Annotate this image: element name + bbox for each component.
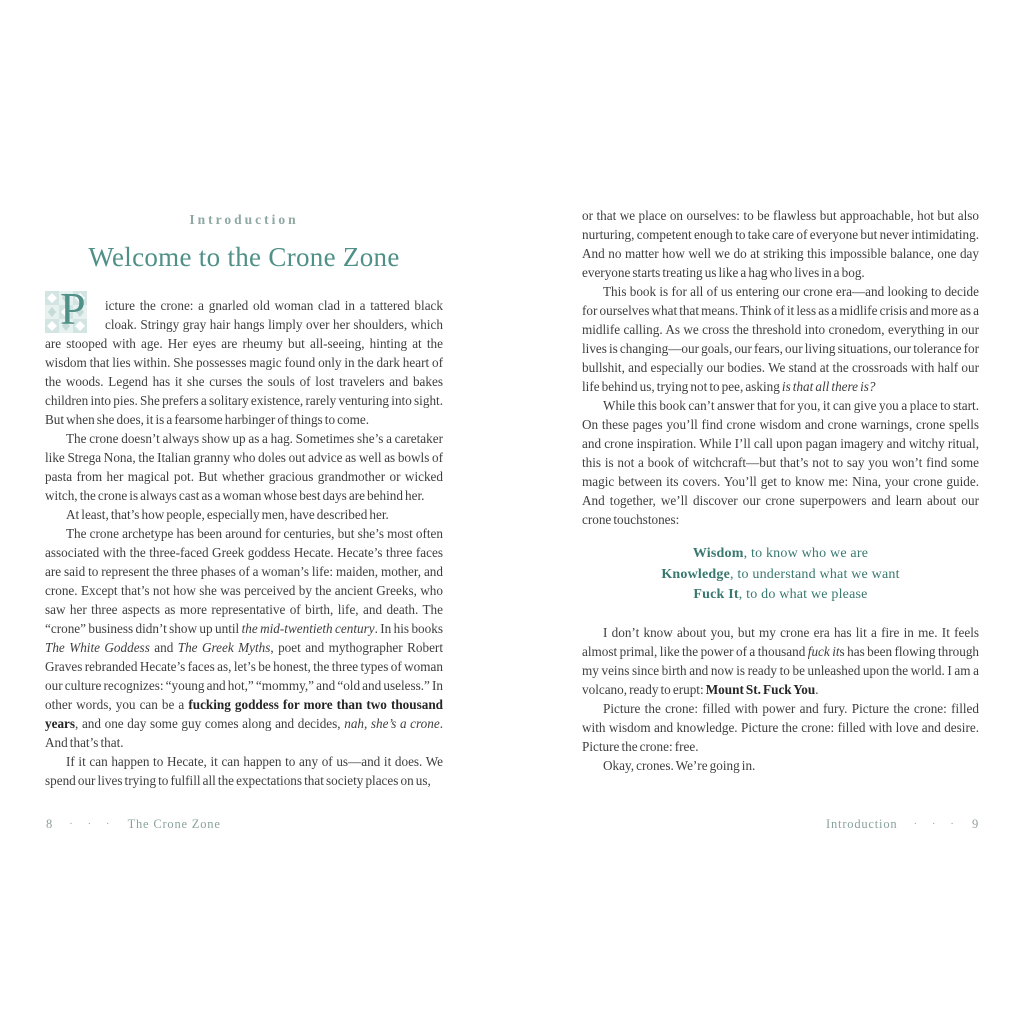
paragraph: I don’t know about you, but my crone era has lit a fire in me. It feels almost primal, like the power of a thousand fuck its has been flowing through my veins since birth and now is ready to be unleashed upon the world. I am a volcano, ready to erupt: Mount St. Fuck You. xyxy=(582,624,980,697)
chapter-title: Welcome to the Crone Zone xyxy=(88,242,400,272)
right-page-paragraphs-top xyxy=(582,206,979,529)
right-footer xyxy=(826,817,979,832)
chapter-kicker: Introduction xyxy=(189,212,299,227)
drop-cap-letter: P xyxy=(60,283,86,334)
paragraph: or that we place on ourselves: to be flawless but approachable, hot but also nurturing, competent enough to take care of everyone but never intimidating. And no matter how well we do at striking this impossible balance, one day everyone starts treating us like a hag who lives in a bog. xyxy=(582,208,979,280)
left-running-head: The Crone Zone xyxy=(127,817,221,831)
left-page-number: 8 xyxy=(46,817,54,831)
drop-cap xyxy=(45,283,105,334)
paragraph: icture the crone: a gnarled old woman clad in a tattered black cloak. Stringy gray hair hangs limply over her shoulders, which are stooped with age. Her eyes are rheumy but all-seeing, hinting at the wisdom that lies within. She possesses magic found only in the dark heart of the woods. Legend has it she curses the souls of lost travelers and bakes children into pies. She prefers a solitary existence, rarely venturing into sight. But when she does, it is a fearsome harbinger of things to come. xyxy=(45,298,443,427)
paragraph: The crone archetype has been around for centuries, but she’s most often associated with the three-faced Greek goddess Hecate. Hecate’s three faces are said to represent the three phases of a woman’s life: maiden, mother, and crone. Except that’s not how she was perceived by the ancient Greeks, who saw her three aspects as more representative of birth, life, and death. The “crone” business didn’t show up until the mid-twentieth century. In his books The White Goddess and The Greek Myths, poet and mythographer Robert Graves rebranded Hecate’s faces as, let’s be honest, the three types of woman our culture recognizes: “young and hot,” “mommy,” and “old and useless.” In other words, you can be a fucking goddess for more than two thousand years, and one day some guy comes along and decides, nah, she’s a crone. And that’s that. xyxy=(45,526,444,750)
crone-touchstones xyxy=(582,544,979,606)
left-page xyxy=(45,212,443,790)
right-page-number: 9 xyxy=(971,817,979,831)
paragraph: Okay, crones. We’re going in. xyxy=(603,757,756,773)
left-footer xyxy=(46,817,221,832)
right-page-paragraphs-bottom xyxy=(582,623,979,775)
touchstone-line: Knowledge, to understand what we want xyxy=(661,566,900,582)
paragraph: The crone doesn’t always show up as a hag. Sometimes she’s a caretaker like Strega Nona, the Italian granny who doles out advice as well as bowls of pasta from her magical pot. But whether gracious grandmother or wicked witch, the crone is always cast as a woman whose best days are behind her. xyxy=(45,431,443,503)
paragraph: While this book can’t answer that for you, it can give you a place to start. On these pages you’ll find crone wisdom and crone warnings, crone spells and crone inspiration. While I’ll call upon pagan imagery and witchy ritual, this is not a book of witchcraft—but that’s not to say you won’t find some magic between its covers. You’ll get to know me: Nina, your crone guide. And together, we’ll discover our crone superpowers and learn about our crone touchstones: xyxy=(582,398,979,527)
touchstone-line: Wisdom, to know who we are xyxy=(692,546,869,561)
paragraph: At least, that’s how people, especially men, have described her. xyxy=(66,507,389,522)
left-page-paragraphs xyxy=(45,296,443,790)
paragraph: This book is for all of us entering our crone era—and looking to decide for ourselves what that means. Think of it less as a midlife crisis and more as a midlife calling. As we cross the threshold into cronedom, everything in our lives is changing—our goals, our fears, our living situations, our tolerance for bullshit, and especially our bodies. We stand at the crossroads with half our life behind us, trying not to pee, asking is that all there is? xyxy=(582,284,979,394)
footer-dots-left: · · · xyxy=(69,818,116,830)
footer-dots-right: · · · xyxy=(913,818,960,830)
paragraph: If it can happen to Hecate, it can happen to any of us—and it does. We spend our lives trying to fulfill all the expectations that society places on us, xyxy=(45,754,443,788)
touchstone-line: Fuck It, to do what we please xyxy=(693,587,868,602)
right-page xyxy=(582,206,979,775)
right-running-head: Introduction xyxy=(826,817,898,831)
paragraph: Picture the crone: filled with power and fury. Picture the crone: filled with wisdom and knowledge. Picture the crone: filled with love and desire. Picture the crone: free. xyxy=(582,700,979,754)
